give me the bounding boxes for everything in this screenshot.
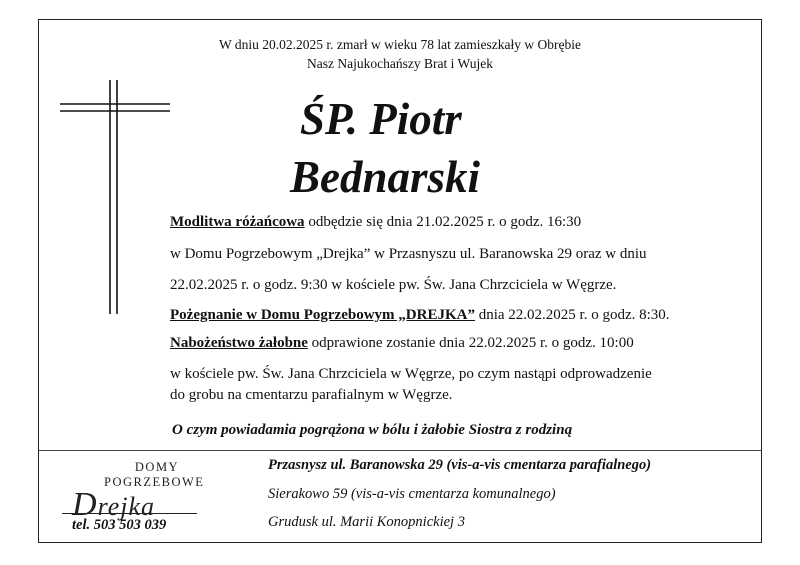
footer-divider (38, 450, 762, 451)
logo-script-cap: D (72, 486, 98, 523)
logo-script-rest: rejka (97, 492, 156, 521)
logo-line-2: POGRZEBOWE (104, 475, 205, 489)
location-3: Grudusk ul. Marii Konopnickiej 3 (268, 514, 465, 530)
mass-line-3: do grobu na cmentarzu parafialnym w Węgrze. (170, 387, 453, 403)
rosary-text-1: odbędzie się dnia 21.02.2025 r. o godz. 16:30 (304, 214, 582, 230)
intro-line-2: Nasz Najukochańszy Brat i Wujek (307, 56, 493, 71)
mass-text-1: odprawione zostanie dnia 22.02.2025 r. o godz. 10:00 (307, 335, 634, 351)
location-1: Przasnysz ul. Baranowska 29 (vis-a-vis cmentarza parafialnego) (268, 457, 652, 473)
farewell-label: Pożegnanie w Domu Pogrzebowym „DREJKA” (170, 307, 475, 323)
mass-label: Nabożeństwo żałobne (170, 335, 308, 351)
rosary-line-3: 22.02.2025 r. o godz. 9:30 w kościele pw. Św. Jana Chrzciciela w Węgrze. (170, 277, 617, 293)
rosary-line-1 (170, 212, 581, 232)
intro-line-1: W dniu 20.02.2025 r. zmarł w wieku 78 lat zamieszkały w Obrębie (219, 37, 581, 52)
location-2: Sierakowo 59 (vis-a-vis cmentarza komunalnego) (268, 486, 556, 502)
closing-line: O czym powiadamia pogrążona w bólu i żałobie Siostra z rodziną (172, 422, 573, 438)
logo-underline (62, 513, 197, 514)
mass-line-2: w kościele pw. Św. Jana Chrzciciela w Węgrze, po czym nastąpi odprowadzenie (170, 366, 652, 382)
farewell-line (170, 305, 670, 325)
phone-number: tel. 503 503 039 (72, 517, 167, 533)
deceased-name-line-1: ŚP. Piotr (300, 94, 462, 144)
rosary-line-2: w Domu Pogrzebowym „Drejka” w Przasnyszu ul. Baranowska 29 oraz w dniu (170, 246, 647, 262)
deceased-name-line-2: Bednarski (290, 152, 481, 202)
mass-line-1 (170, 333, 634, 353)
logo-line-1: DOMY (134, 460, 180, 474)
farewell-text: dnia 22.02.2025 r. o godz. 8:30. (474, 307, 670, 323)
rosary-label: Modlitwa różańcowa (170, 214, 305, 230)
